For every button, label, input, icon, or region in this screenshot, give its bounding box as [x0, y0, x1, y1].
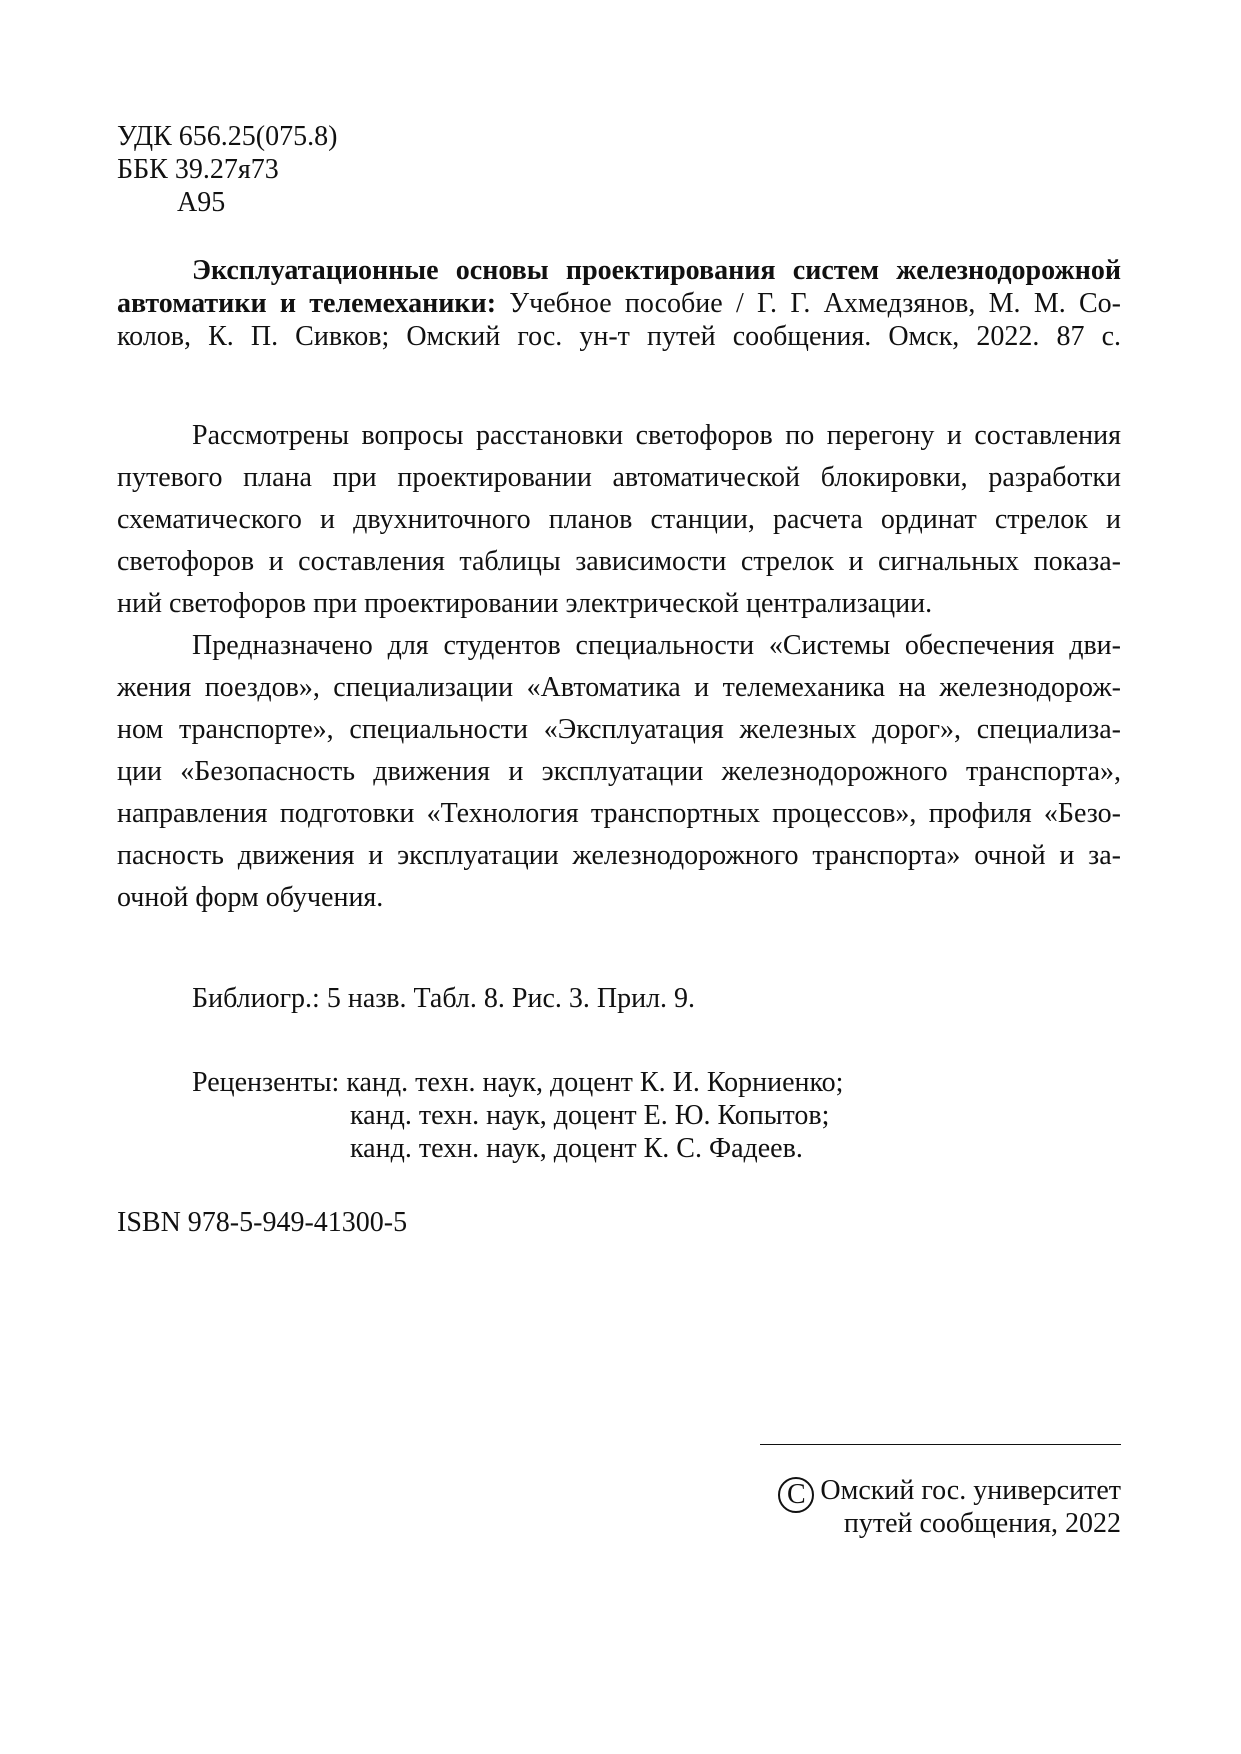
text-line: очной форм обучения.	[117, 882, 384, 913]
text-line: направления подготовки «Технология транспортных процессов», профиля «Безо-	[117, 798, 1121, 829]
abstract-paragraph-1	[117, 415, 1121, 625]
record-publisher: колов, К. П. Сивков; Омский гос. ун-т путей сообщения. Омск, 2022. 87 с.	[117, 321, 1121, 352]
text-line: Рассмотрены вопросы расстановки светофоров по перегону и составления	[192, 420, 1121, 451]
book-title-part1: Эксплуатационные основы проектирования систем железнодорожной	[192, 255, 1121, 286]
abstract-paragraph-2	[117, 625, 1121, 919]
text-line: жения поездов», специализации «Автоматика и телемеханика на железнодорож-	[117, 672, 1121, 703]
bibliography-summary: Библиогр.: 5 назв. Табл. 8. Рис. 3. Прил. 9.	[192, 983, 696, 1014]
record-authors: Учебное пособие / Г. Г. Ахмедзянов, М. М. Со-	[496, 288, 1121, 319]
book-title-part2: автоматики и телемеханики:	[117, 288, 497, 319]
copyright-notice: C Омский гос. университет путей сообщения, 2022	[778, 1474, 1121, 1540]
text-line: пасность движения и эксплуатации железнодорожного транспорта» очной и за-	[117, 840, 1121, 871]
reviewers-label: Рецензенты:	[192, 1067, 347, 1098]
reviewer: канд. техн. наук, доцент Е. Ю. Копытов;	[350, 1100, 830, 1131]
reviewer: канд. техн. наук, доцент К. С. Фадеев.	[350, 1133, 803, 1164]
text-line: путевого плана при проектировании автоматической блокировки, разработки	[117, 462, 1121, 493]
text-line: Предназначено для студентов специальности «Системы обеспечения дви-	[192, 630, 1121, 661]
bibliographic-record	[117, 254, 1121, 353]
text-line: ний светофоров при проектировании электрической централизации.	[117, 588, 933, 619]
text-line: ном транспорте», специальности «Эксплуатация железных дорог», специализа-	[117, 714, 1121, 745]
classification-codes	[117, 120, 1121, 219]
reviewer: канд. техн. наук, доцент К. И. Корниенко;	[346, 1067, 844, 1098]
text-line: схематического и двухниточного планов станции, расчета ординат стрелок и	[117, 504, 1121, 535]
isbn: ISBN 978-5-949-41300-5	[117, 1207, 408, 1238]
bbk-code: ББК 39.27я73	[117, 154, 279, 185]
text-line: светофоров и составления таблицы зависимости стрелок и сигнальных показа-	[117, 546, 1121, 577]
copyright-icon: C	[778, 1477, 814, 1513]
reviewers	[117, 1066, 1121, 1165]
text-line: ции «Безопасность движения и эксплуатации железнодорожного транспорта»,	[117, 756, 1121, 787]
udk-code: УДК 656.25(075.8)	[117, 121, 338, 152]
author-mark: А95	[177, 187, 226, 218]
divider-line	[760, 1444, 1121, 1445]
